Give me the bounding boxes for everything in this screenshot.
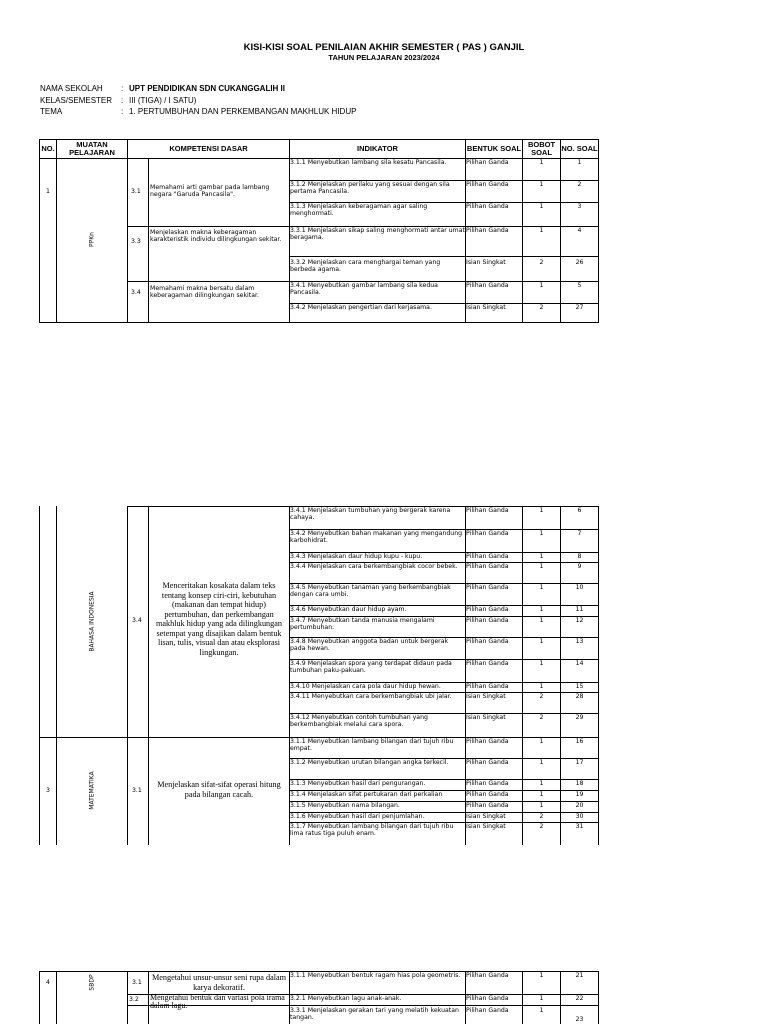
indicator-text: 3.1.2 Menyebutkan urutan bilangan angka terkecil. bbox=[290, 759, 449, 766]
info-value: 1. PERTUMBUHAN DAN PERKEMBANGAN MAKHLUK HIDUP bbox=[129, 107, 357, 116]
kd-code: 3.4 bbox=[132, 617, 142, 624]
question-type: Pilihan Ganda bbox=[466, 282, 509, 289]
question-type: Pilihan Ganda bbox=[466, 584, 509, 591]
question-type: Pilihan Ganda bbox=[466, 606, 509, 613]
kd-text: Memahami arti gambar pada lambang negara "Garuda Pancasila". bbox=[150, 184, 270, 198]
question-weight: 1 bbox=[539, 683, 544, 690]
question-weight: 1 bbox=[539, 159, 544, 166]
grid-line bbox=[127, 737, 128, 845]
muatan-label: PPKn bbox=[88, 232, 96, 247]
info-value: III (TIGA) / I SATU) bbox=[129, 96, 197, 105]
question-number: 30 bbox=[575, 813, 584, 820]
muatan-label: SBDP bbox=[88, 974, 96, 991]
info-value: UPT PENDIDIKAN SDN CUKANGGALIH II bbox=[129, 84, 286, 93]
question-weight: 2 bbox=[539, 823, 544, 830]
grid-line bbox=[56, 971, 57, 1024]
grid-line bbox=[598, 737, 599, 845]
question-number: 8 bbox=[577, 553, 582, 560]
question-number: 26 bbox=[575, 259, 584, 266]
kd-text: Menceritakan kosakata dalam teks tentang konsep ciri-ciri, kebutuhan (makanan dan tempat hidup) pertumbuhan, dan perkembangan makhluk hidup yang ada dilingkungan setempat yang disajikan dalam bentuk lisan, tulis, visual dan atau eksplorasi lingkungan. bbox=[156, 581, 282, 657]
grid-line bbox=[127, 158, 128, 323]
header-bobot: BOBOT SOAL bbox=[522, 139, 561, 159]
question-type: Pilihan Ganda bbox=[466, 203, 509, 210]
kd-code: 3.1 bbox=[132, 979, 142, 986]
indicator-text: 3.1.2 Menjelaskan perilaku yang sesuai dengan sila pertama Pancasila. bbox=[290, 181, 450, 195]
indicator-text: 3.4.10 Menjelaskan cara pola daur hidup hewan. bbox=[290, 683, 441, 690]
grid-line bbox=[127, 506, 128, 738]
indicator-text: 3.1.7 Menyebutkan lambang bilangan dari tujuh ribu lima ratus tiga puluh enam. bbox=[290, 823, 454, 837]
question-weight: 1 bbox=[539, 738, 544, 745]
question-type: Pilihan Ganda bbox=[466, 972, 509, 979]
question-type: Pilihan Ganda bbox=[466, 227, 509, 234]
header-bentuk: BENTUK SOAL bbox=[465, 139, 523, 159]
question-number: 10 bbox=[575, 584, 584, 591]
indicator-text: 3.4.3 Menjelaskan daur hidup kupu - kupu. bbox=[290, 553, 423, 560]
document-subtitle: TAHUN PELAJARAN 2023/2024 bbox=[328, 53, 440, 62]
question-type: Pilihan Ganda bbox=[466, 638, 509, 645]
indicator-text: 3.4.5 Menyebutkan tanaman yang berkembangbiak dengan cara umbi. bbox=[290, 584, 451, 598]
question-number: 12 bbox=[575, 617, 584, 624]
muatan-label: MATEMATIKA bbox=[88, 771, 96, 810]
kd-text: Memahami makna bersatu dalam keberagaman dilingkungan sekitar. bbox=[150, 285, 259, 299]
question-type: Pilihan Ganda bbox=[466, 683, 509, 690]
indicator-text: 3.4.6 Menyebutkan daur hidup ayam. bbox=[290, 606, 407, 613]
question-weight: 1 bbox=[539, 530, 544, 537]
question-type: Pilihan Ganda bbox=[466, 660, 509, 667]
kd-text: Mengetahui unsur-unsur seni rupa dalam karya dekoratif. bbox=[152, 973, 286, 992]
grid-line bbox=[127, 281, 290, 282]
question-weight: 1 bbox=[539, 617, 544, 624]
question-weight: 1 bbox=[539, 791, 544, 798]
question-number: 3 bbox=[577, 203, 582, 210]
question-number: 15 bbox=[575, 683, 584, 690]
kd-code: 3.2 bbox=[129, 996, 139, 1003]
question-type: Pilihan Ganda bbox=[466, 617, 509, 624]
indicator-text: 3.1.1 Menyebutkan bentuk ragam hias pola geometris. bbox=[290, 972, 461, 979]
kd-text: Menjelaskan sifat-sifat operasi hitung pada bilangan cacah. bbox=[157, 780, 281, 799]
indicator-text: 3.4.1 Menjelaskan tumbuhan yang bergerak karena cahaya. bbox=[290, 507, 451, 521]
question-weight: 2 bbox=[539, 259, 544, 266]
indicator-text: 3.4.7 Menyebutkan tanda manusia mengalami pertumbuhan. bbox=[290, 617, 435, 631]
grid-line bbox=[148, 506, 149, 738]
grid-line bbox=[127, 1005, 599, 1006]
kd-code: 3.1 bbox=[131, 188, 141, 195]
question-number: 22 bbox=[575, 995, 584, 1002]
question-weight: 1 bbox=[539, 227, 544, 234]
grid-line bbox=[127, 226, 290, 227]
question-type: Pilihan Ganda bbox=[466, 530, 509, 537]
grid-line bbox=[289, 256, 599, 257]
indicator-text: 3.1.6 Menyebutkan hasil dari penjumlahan. bbox=[290, 813, 425, 820]
row-number: 1 bbox=[46, 188, 50, 195]
question-weight: 1 bbox=[539, 181, 544, 188]
question-number: 31 bbox=[575, 823, 584, 830]
grid-line bbox=[598, 971, 599, 1024]
question-weight: 1 bbox=[539, 1007, 544, 1014]
question-type: Isian Singkat bbox=[466, 259, 506, 266]
indicator-text: 3.1.3 Menjelaskan keberagaman agar saling menghormati. bbox=[290, 203, 428, 217]
grid-line bbox=[148, 971, 149, 1024]
question-type: Pilihan Ganda bbox=[466, 738, 509, 745]
question-weight: 1 bbox=[539, 660, 544, 667]
question-type: Pilihan Ganda bbox=[466, 507, 509, 514]
question-type: Pilihan Ganda bbox=[466, 553, 509, 560]
question-number: 17 bbox=[575, 759, 584, 766]
question-type: Pilihan Ganda bbox=[466, 1007, 509, 1014]
grid-line bbox=[39, 158, 40, 323]
question-weight: 2 bbox=[539, 714, 544, 721]
grid-line bbox=[39, 322, 599, 323]
indicator-text: 3.4.2 Menyebutkan bahan makanan yang mengandung karbohidrat. bbox=[290, 530, 463, 544]
question-weight: 2 bbox=[539, 304, 544, 311]
row-number: 4 bbox=[46, 979, 50, 986]
kd-text: Mengetahui bentuk dan variasi pola irama dalam lagu. bbox=[150, 993, 285, 1010]
question-type: Pilihan Ganda bbox=[466, 181, 509, 188]
question-number: 1 bbox=[577, 159, 582, 166]
question-number: 16 bbox=[575, 738, 584, 745]
question-number: 28 bbox=[575, 693, 584, 700]
question-type: Pilihan Ganda bbox=[466, 759, 509, 766]
indicator-text: 3.1.4 Menjelaskan sifat pertukaran dari perkalian bbox=[290, 791, 443, 798]
row-number: 3 bbox=[46, 787, 50, 794]
question-weight: 1 bbox=[539, 507, 544, 514]
grid-line bbox=[39, 506, 40, 738]
question-weight: 1 bbox=[539, 802, 544, 809]
question-number: 2 bbox=[577, 181, 582, 188]
header-no: NO. bbox=[39, 139, 57, 159]
info-colon: : bbox=[121, 84, 124, 93]
grid-line bbox=[56, 158, 57, 323]
question-number: 19 bbox=[575, 791, 584, 798]
grid-line bbox=[598, 158, 599, 323]
indicator-text: 3.4.4 Menjelaskan cara berkembangbiak cocor bebek. bbox=[290, 563, 458, 570]
question-weight: 1 bbox=[539, 282, 544, 289]
grid-line bbox=[598, 506, 599, 738]
question-weight: 1 bbox=[539, 203, 544, 210]
question-weight: 1 bbox=[539, 553, 544, 560]
question-type: Pilihan Ganda bbox=[466, 780, 509, 787]
indicator-text: 3.4.8 Menyebutkan anggota badan untuk bergerak pada hewan. bbox=[290, 638, 449, 652]
indicator-text: 3.1.3 Menyebutkan hasil dari pengurangan. bbox=[290, 780, 426, 787]
indicator-text: 3.4.11 Menyebutkan cara berkembangbiak ubi jalar. bbox=[290, 693, 452, 700]
grid-line bbox=[127, 971, 128, 1024]
indicator-text: 3.4.1 Menyebutkan gambar lambang sila kedua Pancasila. bbox=[290, 282, 438, 296]
question-number: 13 bbox=[575, 638, 584, 645]
info-colon: : bbox=[121, 96, 124, 105]
indicator-text: 3.1.1 Menyebutkan lambang sila kesatu Pancasila. bbox=[290, 159, 447, 166]
info-colon: : bbox=[121, 107, 124, 116]
question-weight: 2 bbox=[539, 693, 544, 700]
info-label: KELAS/SEMESTER bbox=[40, 96, 113, 105]
question-type: Pilihan Ganda bbox=[466, 995, 509, 1002]
question-weight: 1 bbox=[539, 584, 544, 591]
indicator-text: 3.1.1 Menyebutkan lambang bilangan dari tujuh ribu empat. bbox=[290, 738, 454, 752]
kd-code: 3.1 bbox=[132, 787, 142, 794]
question-type: Isian Singkat bbox=[466, 304, 506, 311]
question-number: 7 bbox=[577, 530, 582, 537]
question-type: Isian Singkat bbox=[466, 714, 506, 721]
question-weight: 2 bbox=[539, 813, 544, 820]
question-weight: 1 bbox=[539, 563, 544, 570]
info-label: NAMA SEKOLAH bbox=[40, 84, 103, 93]
question-number: 14 bbox=[575, 660, 584, 667]
question-number: 29 bbox=[575, 714, 584, 721]
kd-code: 3.3 bbox=[131, 238, 141, 245]
kd-text: Menjelaskan makna keberagaman karakteristik individu dilingkungan sekitar. bbox=[150, 229, 282, 243]
grid-line bbox=[56, 737, 57, 845]
question-type: Pilihan Ganda bbox=[466, 159, 509, 166]
question-weight: 1 bbox=[539, 606, 544, 613]
question-number: 4 bbox=[577, 227, 582, 234]
indicator-text: 3.4.2 Menjelaskan pengertian dari kerjasama. bbox=[290, 304, 432, 311]
question-type: Pilihan Ganda bbox=[466, 791, 509, 798]
question-number: 5 bbox=[577, 282, 582, 289]
indicator-text: 3.4.9 Menjelaskan spora yang terdapat didaun pada tumbuhan paku-pakuan. bbox=[290, 660, 452, 674]
question-weight: 1 bbox=[539, 780, 544, 787]
indicator-text: 3.2.1 Menyebutkan lagu anak-anak. bbox=[290, 995, 402, 1002]
question-number: 20 bbox=[575, 802, 584, 809]
kd-code: 3.4 bbox=[131, 289, 141, 296]
indicator-text: 3.4.12 Menyebutkan contoh tumbuhan yang berkembangbiak melalui cara spora. bbox=[290, 714, 428, 728]
document-title: KISI-KISI SOAL PENILAIAN AKHIR SEMESTER ( PAS ) GANJIL bbox=[243, 42, 525, 53]
question-number: 23 bbox=[575, 1016, 584, 1023]
question-weight: 1 bbox=[539, 759, 544, 766]
question-number: 18 bbox=[575, 780, 584, 787]
question-type: Isian Singkat bbox=[466, 693, 506, 700]
grid-line bbox=[56, 506, 57, 738]
indicator-text: 3.1.5 Menyebutkan nama bilangan. bbox=[290, 802, 400, 809]
question-number: 9 bbox=[577, 563, 582, 570]
question-type: Pilihan Ganda bbox=[466, 802, 509, 809]
indicator-text: 3.3.2 Menjelaskan cara menghargai teman yang berbeda agama. bbox=[290, 259, 441, 273]
indicator-text: 3.3.1 Menjelaskan gerakan tari yang melatih kekuatan tangan. bbox=[290, 1007, 459, 1021]
question-weight: 1 bbox=[539, 638, 544, 645]
grid-line bbox=[148, 158, 149, 323]
question-type: Isian Singkat bbox=[466, 813, 506, 820]
question-type: Pilihan Ganda bbox=[466, 563, 509, 570]
muatan-label: BAHASA INDONESIA bbox=[88, 591, 96, 652]
info-label: TEMA bbox=[40, 107, 63, 116]
header-kd: KOMPETENSI DASAR bbox=[127, 139, 290, 159]
header-nosoal: NO. SOAL bbox=[560, 139, 599, 159]
question-number: 11 bbox=[575, 606, 584, 613]
question-number: 27 bbox=[575, 304, 584, 311]
question-number: 6 bbox=[577, 507, 582, 514]
grid-line bbox=[148, 737, 149, 845]
question-weight: 1 bbox=[539, 972, 544, 979]
question-number: 21 bbox=[575, 972, 584, 979]
indicator-text: 3.3.1 Menjelaskan sikap saling menghormati antar umat beragama. bbox=[290, 227, 465, 241]
header-muatan: MUATAN PELAJARAN bbox=[56, 139, 128, 159]
question-weight: 1 bbox=[539, 995, 544, 1002]
header-indikator: INDIKATOR bbox=[289, 139, 466, 159]
question-type: Isian Singkat bbox=[466, 823, 506, 830]
